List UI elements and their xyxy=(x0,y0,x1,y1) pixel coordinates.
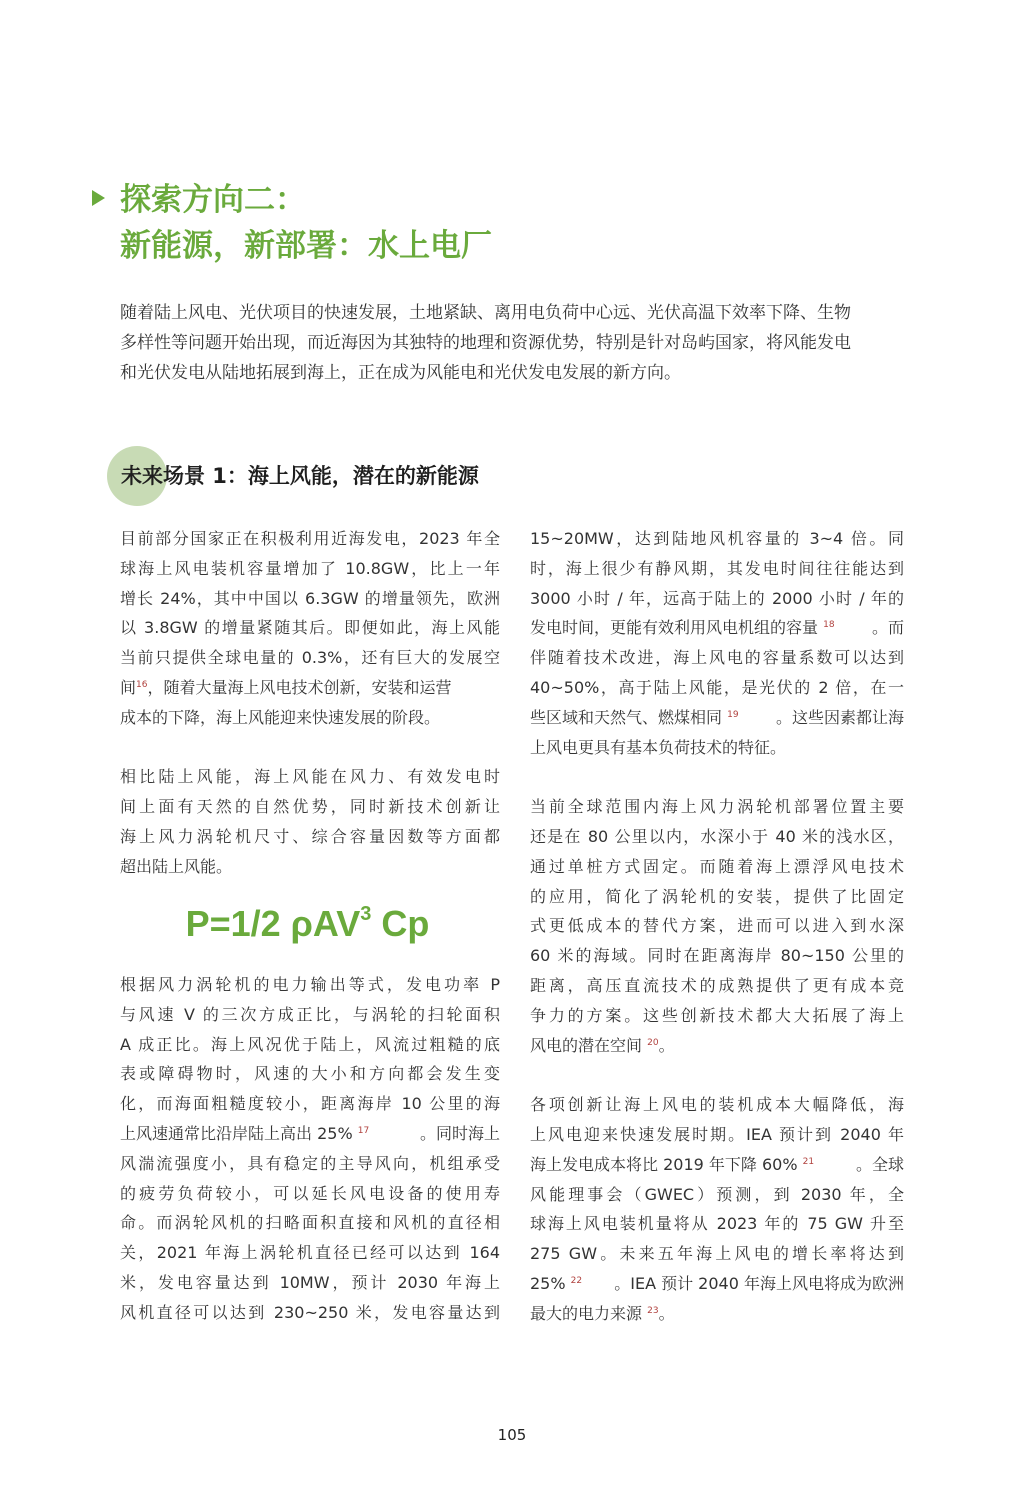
right-paragraph-3 xyxy=(530,1090,904,1328)
page-title-line-1: 探索方向二： xyxy=(120,182,306,218)
text-line: 间上面有天然的自然优势，同时新技术创新让 xyxy=(120,797,500,817)
text-line: 目前部分国家正在积极利用近海发电，2023 年全 xyxy=(120,529,500,548)
title-arrow-icon xyxy=(92,190,105,206)
footnote-ref: 20 xyxy=(647,1037,659,1048)
text-line: 各项创新让海上风电的装机成本大幅降低，海 xyxy=(530,1095,904,1115)
text-line xyxy=(530,1269,904,1299)
page-number: 105 xyxy=(497,1426,527,1444)
footnote-ref: 17 xyxy=(357,1125,370,1136)
text-line xyxy=(530,1150,904,1180)
text-line: 根据风力涡轮机的电力输出等式，发电功率 P xyxy=(120,975,500,994)
text-line xyxy=(530,1299,904,1329)
text-line: 还是在 80 公里以内，水深小于 40 米的浅水区， xyxy=(530,826,904,846)
footnote-ref: 22 xyxy=(570,1275,583,1286)
text-line: 球海上风电装机量将从 2023 年的 75 GW 升至 xyxy=(530,1214,904,1234)
text-segment xyxy=(530,613,835,643)
text-line: 时，海上很少有静风期，其发电时间往往能达到 xyxy=(530,558,904,578)
intro-paragraph xyxy=(120,298,910,388)
text-line: 球海上风电装机容量增加了 10.8GW，比上一年 xyxy=(120,558,500,578)
text-segment: 发电时间，更能有效利用风电机组的容量 xyxy=(530,618,819,638)
text-line: 增长 24%，其中中国以 6.3GW 的增量领先，欧洲 xyxy=(120,588,500,608)
text-segment: 。同时海上 xyxy=(419,1123,500,1143)
left-paragraph-1 xyxy=(120,524,500,733)
right-column xyxy=(530,524,904,1329)
text-line: A 成正比。海上风况优于陆上，风流过粗糙的底 xyxy=(120,1034,500,1054)
text-line: 当前只提供全球电量的 0.3%，还有巨大的发展空 xyxy=(120,648,500,668)
text-segment: 。 xyxy=(658,1303,675,1323)
text-line: 米，发电容量达到 10MW，预计 2030 年海上 xyxy=(120,1272,500,1292)
text-segment: ，随着大量海上风电技术创新，安装和运营 xyxy=(147,677,452,697)
formula-exponent: 3 xyxy=(360,903,372,925)
text-line xyxy=(530,703,904,733)
text-line: 伴随着技术改进，海上风电的容量系数可以达到 xyxy=(530,648,904,668)
text-segment xyxy=(530,1150,814,1180)
footnote-ref: 23 xyxy=(647,1305,659,1316)
text-line: 60 米的海域。同时在距离海岸 80~150 公里的 xyxy=(530,946,904,966)
wind-power-formula xyxy=(120,896,495,952)
text-line xyxy=(120,1119,500,1149)
text-segment: 。全球 xyxy=(855,1154,904,1174)
text-line xyxy=(530,1031,904,1061)
text-line: 超出陆上风能。 xyxy=(120,856,233,876)
footnote-ref: 21 xyxy=(802,1156,815,1167)
text-line: 40~50%，高于陆上风能，是光伏的 2 倍，在一 xyxy=(530,677,904,697)
footnote-ref: 16 xyxy=(136,679,148,690)
text-segment: 风电的潜在空间 xyxy=(530,1035,643,1055)
text-segment: 。而 xyxy=(871,618,904,638)
text-segment xyxy=(530,1269,582,1299)
text-segment: 。 xyxy=(658,1035,675,1055)
intro-line: 随着陆上风电、光伏项目的快速发展，土地紧缺、离用电负荷中心远、光伏高温下效率下降、生物 xyxy=(120,303,851,323)
text-line: 上风电更具有基本负荷技术的特征。 xyxy=(530,737,787,757)
section-heading: 未来场景 1：海上风能，潜在的新能源 xyxy=(121,464,479,488)
text-line xyxy=(530,613,904,643)
text-line: 风湍流强度小，具有稳定的主导风向，机组承受 xyxy=(120,1153,500,1173)
text-line: 以 3.8GW 的增量紧随其后。即便如此，海上风能 xyxy=(120,618,500,638)
text-line: 争力的方案。这些创新技术都大大拓展了海上 xyxy=(530,1005,904,1025)
text-segment xyxy=(120,1119,369,1149)
text-line: 的疲劳负荷较小，可以延长风电设备的使用寿 xyxy=(120,1183,500,1203)
text-segment: 25% xyxy=(530,1273,566,1293)
text-segment: 上风速通常比沿岸陆上高出 25% xyxy=(120,1123,353,1143)
text-line: 海上风力涡轮机尺寸、综合容量因数等方面都 xyxy=(120,826,500,846)
text-line: 命。而涡轮风机的扫略面积直接和风机的直径相 xyxy=(120,1213,500,1233)
text-line: 275 GW。未来五年海上风电的增长率将达到 xyxy=(530,1244,904,1264)
text-line xyxy=(120,673,500,703)
text-line: 风能理事会（GWEC）预测，到 2030 年，全 xyxy=(530,1184,904,1204)
text-line: 距离，高压直流技术的成熟提供了更有成本竞 xyxy=(530,975,904,995)
text-line: 的应用，简化了涡轮机的安装，提供了比固定 xyxy=(530,886,904,906)
text-line: 表或障碍物时，风速的大小和方向都会发生变 xyxy=(120,1064,500,1084)
text-line: 通过单桩方式固定。而随着海上漂浮风电技术 xyxy=(530,856,904,876)
text-line: 当前全球范围内海上风力涡轮机部署位置主要 xyxy=(530,797,904,817)
text-line: 风机直径可以达到 230~250 米，发电容量达到 xyxy=(120,1302,500,1322)
footnote-ref: 18 xyxy=(823,620,835,631)
text-segment: 。这些因素都让海 xyxy=(775,707,904,727)
text-line: 成本的下降，海上风能迎来快速发展的阶段。 xyxy=(120,707,441,727)
text-line: 式更低成本的替代方案，进而可以进入到水深 xyxy=(530,916,904,936)
text-segment: 些区域和天然气、燃煤相同 xyxy=(530,707,723,727)
footnote-ref: 19 xyxy=(727,709,739,720)
text-segment xyxy=(530,703,739,733)
page-title-line-2: 新能源，新部署：水上电厂 xyxy=(120,228,492,264)
formula-tail: Cp xyxy=(371,903,430,944)
right-paragraph-1 xyxy=(530,524,904,762)
text-line: 相比陆上风能，海上风能在风力、有效发电时 xyxy=(120,767,500,787)
text-segment: 。IEA 预计 2040 年海上风电将成为欧洲 xyxy=(614,1273,904,1293)
left-paragraph-2 xyxy=(120,762,500,881)
text-segment: 海上发电成本将比 2019 年下降 60% xyxy=(530,1154,798,1174)
formula-main: P=1/2 ρAV xyxy=(185,903,361,944)
text-line: 化，而海面粗糙度较小，距离海岸 10 公里的海 xyxy=(120,1094,500,1114)
text-line: 关，2021 年海上涡轮机直径已经可以达到 164 xyxy=(120,1243,500,1263)
left-column-lower xyxy=(120,970,500,1328)
text-line: 3000 小时 / 年，远高于陆上的 2000 小时 / 年的 xyxy=(530,588,904,608)
left-column xyxy=(120,524,500,882)
left-paragraph-3 xyxy=(120,970,500,1328)
text-line: 上风电迎来快速发展时期。IEA 预计到 2040 年 xyxy=(530,1124,904,1144)
text-line: 15~20MW，达到陆地风机容量的 3~4 倍。同 xyxy=(530,529,904,548)
intro-line: 和光伏发电从陆地拓展到海上，正在成为风能电和光伏发电发展的新方向。 xyxy=(120,363,681,383)
intro-line: 多样性等问题开始出现，而近海因为其独特的地理和资源优势，特别是针对岛屿国家，将风能发电 xyxy=(120,333,851,353)
right-paragraph-2 xyxy=(530,792,904,1060)
text-line: 与风速 V 的三次方成正比，与涡轮的扫轮面积 xyxy=(120,1004,500,1024)
text-segment: 最大的电力来源 xyxy=(530,1303,643,1323)
text-segment: 间 xyxy=(120,677,137,697)
